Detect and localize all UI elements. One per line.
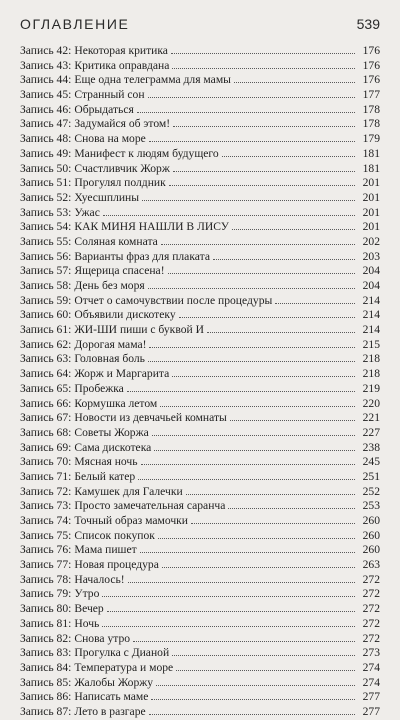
- entry-label: Запись 86:: [20, 690, 72, 704]
- entry-label: Запись 64:: [20, 367, 72, 381]
- entry-label: Запись 59:: [20, 293, 72, 307]
- toc-entry: [20, 397, 380, 412]
- entry-page-number: 245: [362, 455, 380, 469]
- toc-entry: [20, 455, 380, 470]
- entry-page-number: 179: [362, 132, 380, 146]
- entry-page-number: 273: [362, 646, 380, 660]
- entry-page-number: 238: [362, 440, 380, 454]
- entry-title: Прогулка с Дианой: [74, 646, 170, 660]
- entry-title: Объявили дискотеку: [74, 308, 176, 322]
- entry-title: Белый катер: [74, 469, 136, 483]
- entry-title: Мама пишет: [74, 543, 137, 557]
- entry-page-number: 215: [362, 337, 380, 351]
- entry-label: Запись 47:: [20, 117, 72, 131]
- entry-title: Головная боль: [74, 352, 145, 366]
- entry-page-number: 178: [362, 102, 380, 116]
- toc-entry: [20, 661, 380, 676]
- entry-label: Запись 42:: [20, 44, 72, 57]
- entry-label: Запись 79:: [20, 587, 72, 601]
- toc-entry: [20, 191, 380, 206]
- toc-entry: [20, 646, 380, 661]
- toc-entry: [20, 147, 380, 162]
- entry-title: Вечер: [74, 602, 104, 616]
- dot-leader: [137, 103, 355, 113]
- toc-entry: [20, 573, 380, 588]
- entry-page-number: 272: [362, 631, 380, 645]
- toc-entry: [20, 103, 380, 118]
- entry-page-number: 181: [362, 161, 380, 175]
- dot-leader: [222, 147, 355, 157]
- entry-page-number: 201: [362, 190, 380, 204]
- entry-page-number: 221: [362, 411, 380, 425]
- dot-leader: [148, 352, 355, 362]
- entry-title: КАК МИНЯ НАШЛИ В ЛИСУ: [74, 220, 230, 234]
- entry-label: Запись 81:: [20, 616, 72, 630]
- dot-leader: [179, 308, 355, 318]
- entry-title: Обрыдаться: [74, 102, 134, 116]
- dot-leader: [107, 602, 355, 612]
- toc-entry: [20, 206, 380, 221]
- entry-title: Просто замечательная саранча: [74, 499, 226, 513]
- toc-entry: [20, 44, 380, 59]
- entry-page-number: 260: [362, 528, 380, 542]
- dot-leader: [133, 632, 355, 642]
- entry-label: Запись 52:: [20, 190, 72, 204]
- dot-leader: [151, 690, 355, 700]
- entry-page-number: 181: [362, 146, 380, 160]
- entry-label: Запись 46:: [20, 102, 72, 116]
- entry-title: Ящерица спасена!: [74, 264, 165, 278]
- entry-label: Запись 83:: [20, 646, 72, 660]
- toc-entry: [20, 132, 380, 147]
- entry-title: Жалобы Жоржу: [74, 675, 154, 689]
- entry-label: Запись 61:: [20, 323, 72, 337]
- entry-title: День без моря: [74, 279, 145, 292]
- entry-page-number: 272: [362, 587, 380, 601]
- dot-leader: [207, 323, 355, 333]
- toc-entry: [20, 632, 380, 647]
- entry-title: Снова на море: [74, 132, 146, 146]
- entry-label: Запись 87:: [20, 704, 72, 718]
- entry-title: Отчет о самочувствии после процедуры: [74, 293, 273, 307]
- entry-title: Мясная ночь: [74, 455, 138, 469]
- toc-entry: [20, 117, 380, 132]
- entry-title: Сама дискотека: [74, 440, 152, 454]
- entry-page-number: 214: [362, 293, 380, 307]
- entry-title: Некоторая критика: [74, 44, 168, 57]
- entry-page-number: 277: [362, 704, 380, 718]
- entry-page-number: 203: [362, 249, 380, 263]
- entry-page-number: 260: [362, 514, 380, 527]
- entry-label: Запись 70:: [20, 455, 72, 469]
- dot-leader: [173, 162, 355, 172]
- entry-page-number: 277: [362, 690, 380, 704]
- section-title: ОГЛАВЛЕНИЕ: [20, 16, 130, 32]
- entry-label: Запись 67:: [20, 411, 72, 425]
- entry-page-number: 178: [362, 117, 380, 131]
- dot-leader: [162, 558, 355, 568]
- entry-label: Запись 68:: [20, 425, 72, 439]
- entry-title: Прогулял полдник: [74, 176, 166, 190]
- toc-entry: [20, 426, 380, 441]
- entry-page-number: 272: [362, 616, 380, 630]
- entry-title: Точный образ мамочки: [74, 514, 189, 527]
- entry-title: Началось!: [74, 572, 125, 586]
- dot-leader: [213, 250, 355, 260]
- entry-title: Новая процедура: [74, 558, 159, 572]
- toc-entry: [20, 323, 380, 338]
- dot-leader: [186, 485, 355, 495]
- entry-label: Запись 76:: [20, 543, 72, 557]
- toc-entry: [20, 59, 380, 74]
- toc-entry: [20, 220, 380, 235]
- entry-title: Новости из девчачьей комнаты: [74, 411, 227, 425]
- entry-label: Запись 60:: [20, 308, 72, 322]
- table-of-contents: [20, 44, 380, 720]
- dot-leader: [154, 441, 355, 451]
- entry-label: Запись 49:: [20, 146, 72, 160]
- entry-page-number: 204: [362, 279, 380, 292]
- toc-entry: [20, 338, 380, 353]
- dot-leader: [103, 206, 355, 216]
- toc-entry: [20, 264, 380, 279]
- dot-leader: [169, 176, 355, 186]
- toc-entry: [20, 485, 380, 500]
- entry-label: Запись 48:: [20, 132, 72, 146]
- entry-label: Запись 73:: [20, 499, 72, 513]
- entry-page-number: 176: [362, 73, 380, 87]
- entry-title: Соляная комната: [74, 234, 158, 248]
- entry-label: Запись 63:: [20, 352, 72, 366]
- entry-label: Запись 57:: [20, 264, 72, 278]
- toc-entry: [20, 279, 380, 294]
- dot-leader: [148, 88, 355, 98]
- entry-page-number: 202: [362, 234, 380, 248]
- dot-leader: [152, 426, 355, 436]
- dot-leader: [173, 117, 355, 127]
- entry-page-number: 201: [362, 205, 380, 219]
- toc-entry: [20, 88, 380, 103]
- entry-title: Дорогая мама!: [74, 337, 147, 351]
- entry-page-number: 227: [362, 425, 380, 439]
- toc-entry: [20, 294, 380, 309]
- dot-leader: [176, 661, 355, 671]
- dot-leader: [128, 573, 355, 583]
- entry-title: Странный сон: [74, 88, 145, 102]
- entry-label: Запись 71:: [20, 469, 72, 483]
- entry-title: Советы Жоржа: [74, 425, 149, 439]
- entry-label: Запись 43:: [20, 58, 72, 72]
- entry-page-number: 274: [362, 675, 380, 689]
- entry-page-number: 218: [362, 367, 380, 381]
- entry-title: Камушек для Галечки: [74, 484, 183, 498]
- toc-entry: [20, 558, 380, 573]
- toc-entry: [20, 308, 380, 323]
- entry-label: Запись 80:: [20, 602, 72, 616]
- entry-title: Хуесшплины: [74, 190, 140, 204]
- dot-leader: [234, 73, 355, 83]
- toc-entry: [20, 587, 380, 602]
- toc-entry: [20, 176, 380, 191]
- entry-title: Температура и море: [74, 660, 174, 674]
- toc-entry: [20, 382, 380, 397]
- entry-label: Запись 45:: [20, 88, 72, 102]
- dot-leader: [102, 617, 355, 627]
- entry-page-number: 260: [362, 543, 380, 557]
- dot-leader: [142, 191, 355, 201]
- entry-page-number: 253: [362, 499, 380, 513]
- entry-title: Лето в разгаре: [74, 704, 146, 718]
- dot-leader: [148, 279, 355, 289]
- dot-leader: [138, 470, 355, 480]
- entry-page-number: 220: [362, 396, 380, 410]
- entry-label: Запись 54:: [20, 220, 72, 234]
- entry-page-number: 218: [362, 352, 380, 366]
- entry-label: Запись 44:: [20, 73, 72, 87]
- dot-leader: [149, 132, 355, 142]
- dot-leader: [191, 514, 355, 524]
- dot-leader: [127, 382, 355, 392]
- toc-entry: [20, 529, 380, 544]
- toc-entry: [20, 162, 380, 177]
- toc-entry: [20, 543, 380, 558]
- entry-title: Жорж и Маргарита: [74, 367, 170, 381]
- entry-page-number: 274: [362, 660, 380, 674]
- entry-label: Запись 74:: [20, 514, 72, 527]
- dot-leader: [275, 294, 355, 304]
- entry-label: Запись 77:: [20, 558, 72, 572]
- dot-leader: [156, 676, 355, 686]
- dot-leader: [161, 235, 355, 245]
- entry-title: Счастливчик Жорж: [74, 161, 170, 175]
- dot-leader: [232, 220, 355, 230]
- toc-entry: [20, 367, 380, 382]
- entry-label: Запись 82:: [20, 631, 72, 645]
- entry-title: Список покупок: [74, 528, 155, 542]
- entry-label: Запись 53:: [20, 205, 72, 219]
- entry-label: Запись 84:: [20, 660, 72, 674]
- dot-leader: [172, 59, 355, 69]
- entry-page-number: 204: [362, 264, 380, 278]
- toc-entry: [20, 250, 380, 265]
- entry-page-number: 272: [362, 572, 380, 586]
- entry-page-number: 214: [362, 323, 380, 337]
- entry-page-number: 201: [362, 176, 380, 190]
- entry-label: Запись 69:: [20, 440, 72, 454]
- page-number: 539: [356, 16, 380, 32]
- toc-entry: [20, 352, 380, 367]
- toc-entry: [20, 235, 380, 250]
- toc-entry: [20, 411, 380, 426]
- entry-title: ЖИ-ШИ пиши с буквой И: [74, 323, 204, 337]
- entry-page-number: 263: [362, 558, 380, 572]
- toc-entry: [20, 602, 380, 617]
- entry-label: Запись 72:: [20, 484, 72, 498]
- entry-title: Утро: [74, 587, 100, 601]
- dot-leader: [171, 44, 355, 54]
- toc-entry: [20, 690, 380, 705]
- entry-label: Запись 50:: [20, 161, 72, 175]
- entry-title: Варианты фраз для плаката: [74, 249, 210, 263]
- entry-title: Критика оправдана: [74, 58, 170, 72]
- entry-label: Запись 85:: [20, 675, 72, 689]
- entry-label: Запись 65:: [20, 381, 72, 395]
- dot-leader: [140, 543, 355, 553]
- entry-page-number: 219: [362, 381, 380, 395]
- dot-leader: [149, 705, 355, 715]
- entry-page-number: 251: [362, 469, 380, 483]
- toc-entry: [20, 705, 380, 720]
- toc-entry: [20, 617, 380, 632]
- toc-entry: [20, 514, 380, 529]
- entry-title: Задумайся об этом!: [74, 117, 171, 131]
- entry-title: Ночь: [74, 616, 100, 630]
- entry-label: Запись 55:: [20, 234, 72, 248]
- entry-title: Кормушка летом: [74, 396, 158, 410]
- entry-page-number: 214: [362, 308, 380, 322]
- entry-page-number: 176: [362, 44, 380, 57]
- entry-title: Написать маме: [74, 690, 149, 704]
- entry-title: Пробежка: [74, 381, 124, 395]
- entry-label: Запись 62:: [20, 337, 72, 351]
- entry-label: Запись 66:: [20, 396, 72, 410]
- toc-entry: [20, 676, 380, 691]
- entry-label: Запись 56:: [20, 249, 72, 263]
- toc-entry: [20, 470, 380, 485]
- entry-page-number: 176: [362, 58, 380, 72]
- entry-label: Запись 75:: [20, 528, 72, 542]
- dot-leader: [141, 455, 355, 465]
- entry-page-number: 177: [362, 88, 380, 102]
- entry-title: Манифест к людям будущего: [74, 146, 219, 160]
- entry-label: Запись 51:: [20, 176, 72, 190]
- toc-entry: [20, 73, 380, 88]
- entry-title: Снова утро: [74, 631, 131, 645]
- page-header: [20, 16, 380, 38]
- entry-label: Запись 78:: [20, 572, 72, 586]
- dot-leader: [160, 397, 355, 407]
- entry-title: Ужас: [74, 205, 100, 219]
- toc-entry: [20, 499, 380, 514]
- dot-leader: [172, 367, 355, 377]
- entry-page-number: 201: [362, 220, 380, 234]
- entry-page-number: 252: [362, 484, 380, 498]
- dot-leader: [102, 587, 355, 597]
- dot-leader: [158, 529, 355, 539]
- dot-leader: [230, 411, 355, 421]
- dot-leader: [168, 264, 355, 274]
- entry-label: Запись 58:: [20, 279, 72, 292]
- toc-entry: [20, 441, 380, 456]
- entry-page-number: 272: [362, 602, 380, 616]
- dot-leader: [149, 338, 355, 348]
- dot-leader: [228, 499, 355, 509]
- dot-leader: [172, 646, 355, 656]
- entry-title: Еще одна телеграмма для мамы: [74, 73, 231, 87]
